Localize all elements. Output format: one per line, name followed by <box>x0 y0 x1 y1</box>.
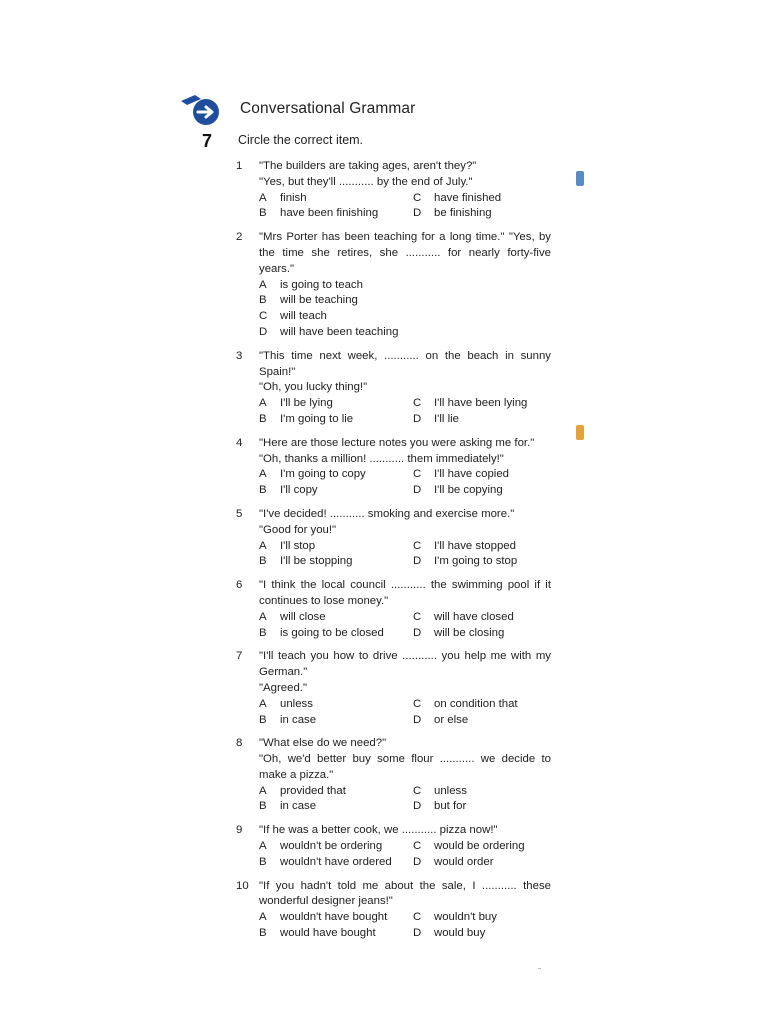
question-number: 9 <box>236 824 243 837</box>
option-a[interactable]: A will close <box>259 610 326 623</box>
question-text: "Agreed." <box>259 681 307 694</box>
question-text: "I'll teach you how to drive ........... you help me with my German." <box>259 650 551 679</box>
option-d[interactable]: D be finishing <box>413 207 492 220</box>
question-text: "I've decided! ........... smoking and exercise more." <box>259 507 515 520</box>
section-title: Conversational Grammar <box>240 100 416 117</box>
option-d[interactable]: D will have been teaching <box>259 325 399 338</box>
option-c[interactable]: C will teach <box>259 310 327 323</box>
option-a[interactable]: A wouldn't be ordering <box>259 840 383 853</box>
option-c[interactable]: C unless <box>413 784 467 797</box>
question-3 <box>236 349 554 428</box>
question-7 <box>236 649 554 728</box>
exercise-number: 7 <box>202 131 213 151</box>
option-a[interactable]: A I'll be lying <box>259 397 333 410</box>
option-d[interactable]: D I'm going to stop <box>413 555 518 568</box>
question-text: "Here are those lecture notes you were asking me for." <box>259 436 535 449</box>
question-6 <box>236 578 554 641</box>
option-d[interactable]: D would buy <box>413 927 486 940</box>
option-b[interactable]: B I'm going to lie <box>259 412 354 425</box>
question-number: 10 <box>236 879 249 892</box>
option-b[interactable]: B I'll copy <box>259 484 318 497</box>
option-c[interactable]: C I'll have copied <box>413 468 509 481</box>
exercise-instruction: Circle the correct item. <box>238 133 364 147</box>
question-number: 1 <box>236 160 243 172</box>
option-a[interactable]: A is going to teach <box>259 278 363 291</box>
option-c[interactable]: C wouldn't buy <box>413 911 497 924</box>
question-10 <box>236 879 554 942</box>
option-b[interactable]: B is going to be closed <box>259 626 384 639</box>
option-d[interactable]: D I'll lie <box>413 412 459 425</box>
question-2 <box>236 230 554 341</box>
option-c[interactable]: C I'll have stopped <box>413 539 516 552</box>
side-tab-orange <box>576 425 584 440</box>
question-number: 8 <box>236 737 243 750</box>
option-a[interactable]: A I'm going to copy <box>259 468 366 481</box>
option-a[interactable]: A unless <box>259 697 313 710</box>
scan-mark <box>538 968 541 969</box>
question-9 <box>236 823 554 870</box>
option-b[interactable]: B have been finishing <box>259 207 379 220</box>
option-b[interactable]: B in case <box>259 713 317 726</box>
question-text: "The builders are taking ages, aren't they?" <box>259 160 477 172</box>
option-b[interactable]: B would have bought <box>259 927 376 940</box>
option-d[interactable]: D or else <box>413 713 469 726</box>
option-a[interactable]: A provided that <box>259 784 346 797</box>
option-c[interactable]: C have finished <box>413 191 502 204</box>
option-c[interactable]: C on condition that <box>413 697 518 710</box>
question-number: 5 <box>236 507 243 520</box>
option-b[interactable]: B will be teaching <box>259 294 358 307</box>
option-c[interactable]: C would be ordering <box>413 840 525 853</box>
question-number: 2 <box>236 231 243 244</box>
question-number: 7 <box>236 650 243 663</box>
question-text: "If you hadn't told me about the sale, I ........... these wonderful designer jeans!" <box>259 879 551 908</box>
question-text: "Yes, but they'll ........... by the end of July." <box>259 175 473 188</box>
question-number: 3 <box>236 349 243 362</box>
side-tab-blue <box>576 171 584 186</box>
option-d[interactable]: D but for <box>413 800 467 813</box>
option-d[interactable]: D would order <box>413 855 494 868</box>
question-8 <box>236 736 554 815</box>
question-text: "If he was a better cook, we ........... pizza now!" <box>259 824 498 837</box>
option-d[interactable]: D will be closing <box>413 626 505 639</box>
question-text: "Oh, thanks a million! ........... them immediately!" <box>259 452 504 465</box>
question-4 <box>236 436 554 499</box>
option-c[interactable]: C will have closed <box>413 610 514 623</box>
question-number: 6 <box>236 579 243 592</box>
option-b[interactable]: B I'll be stopping <box>259 555 353 568</box>
option-c[interactable]: C I'll have been lying <box>413 397 528 410</box>
question-number: 4 <box>236 436 243 449</box>
arrow-badge-icon <box>181 93 223 127</box>
question-list <box>236 159 554 942</box>
question-text: "This time next week, ........... on the beach in sunny Spain!" <box>259 349 551 378</box>
question-text: "Oh, you lucky thing!" <box>259 381 368 394</box>
option-b[interactable]: B in case <box>259 800 317 813</box>
option-a[interactable]: A finish <box>259 191 307 204</box>
option-d[interactable]: D I'll be copying <box>413 484 503 497</box>
option-b[interactable]: B wouldn't have ordered <box>259 855 392 868</box>
question-text: "Good for you!" <box>259 523 337 536</box>
question-text: "I think the local council ........... the swimming pool if it continues to lose money." <box>259 579 551 607</box>
question-5 <box>236 507 554 570</box>
question-text: "Mrs Porter has been teaching for a long time." "Yes, by the time she retires, she ........... for nearly forty-five years." <box>259 231 551 275</box>
question-text: "What else do we need?" <box>259 737 387 750</box>
option-a[interactable]: A wouldn't have bought <box>259 911 388 924</box>
question-1 <box>236 159 554 222</box>
question-text: "Oh, we'd better buy some flour ........... we decide to make a pizza." <box>259 753 551 781</box>
option-a[interactable]: A I'll stop <box>259 539 316 552</box>
